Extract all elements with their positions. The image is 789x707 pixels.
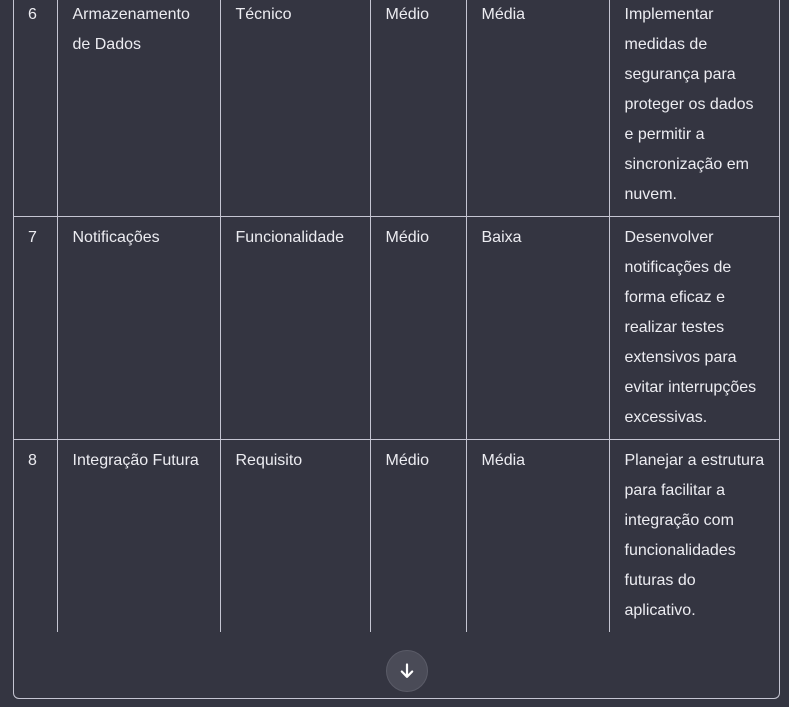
risk-type: Requisito [220,440,370,633]
arrow-down-icon [398,662,416,680]
risk-impact: Médio [370,0,466,217]
risk-area: Notificações [57,217,220,440]
row-number: 6 [14,0,57,217]
risk-probability: Média [466,440,609,633]
risk-probability: Baixa [466,217,609,440]
table-row [14,0,779,217]
table-row [14,217,779,440]
risk-mitigation: Planejar a estrutura para facilitar a integração com funcionalidades futuras do aplicativo. [609,440,779,633]
risk-area: Integração Futura [57,440,220,633]
risk-probability: Média [466,0,609,217]
risk-area: Armazenamento de Dados [57,0,220,217]
row-number: 8 [14,440,57,633]
risk-type: Técnico [220,0,370,217]
risk-impact: Médio [370,440,466,633]
risk-type: Funcionalidade [220,217,370,440]
table-row [14,440,779,633]
risk-mitigation: Implementar medidas de segurança para proteger os dados e permitir a sincronização em nuvem. [609,0,779,217]
risk-impact: Médio [370,217,466,440]
risk-table [14,0,779,632]
row-number: 7 [14,217,57,440]
risk-mitigation: Desenvolver notificações de forma eficaz e realizar testes extensivos para evitar interrupções excessivas. [609,217,779,440]
risk-table-container [13,0,780,699]
scroll-to-bottom-button[interactable] [386,650,428,692]
